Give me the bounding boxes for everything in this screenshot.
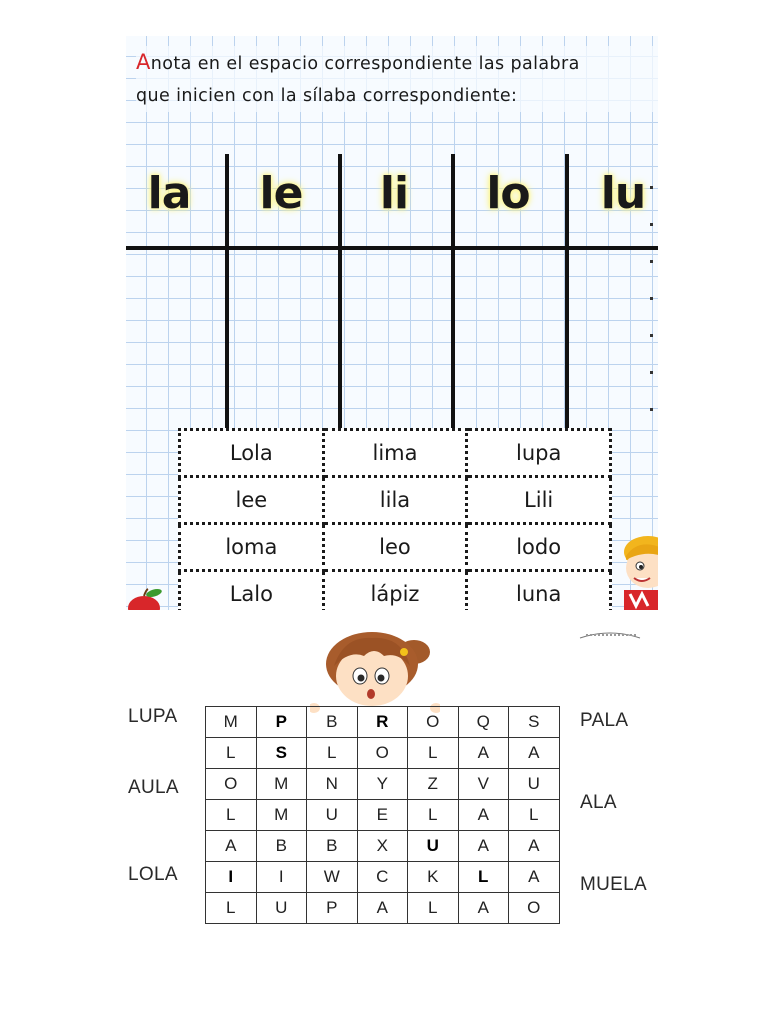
grid-cell[interactable]: U xyxy=(408,831,459,862)
grid-cell[interactable]: S xyxy=(256,738,307,769)
word-bank-cell: Lalo xyxy=(180,571,324,611)
syllable-le: le xyxy=(259,168,303,219)
apple-decoration xyxy=(126,588,168,610)
grid-row xyxy=(206,769,560,800)
word-list-right-item: MUELA xyxy=(580,874,647,895)
logo-fragment xyxy=(578,628,642,640)
grid-cell[interactable]: C xyxy=(357,862,408,893)
syllable-la: la xyxy=(147,168,191,219)
grid-cell[interactable]: L xyxy=(307,738,358,769)
grid-cell[interactable]: R xyxy=(357,707,408,738)
word-list-left-item: LUPA xyxy=(128,706,178,727)
grid-cell[interactable]: L xyxy=(458,862,509,893)
syllable-header-row xyxy=(126,154,658,246)
grid-cell[interactable]: O xyxy=(408,707,459,738)
header-divider xyxy=(126,246,658,250)
word-list-right-item: ALA xyxy=(580,792,617,813)
grid-cell[interactable]: L xyxy=(408,738,459,769)
grid-cell[interactable]: V xyxy=(458,769,509,800)
word-bank-cell: leo xyxy=(323,524,467,571)
column-divider xyxy=(338,154,342,442)
word-bank-cell: loma xyxy=(180,524,324,571)
grid-cell[interactable]: O xyxy=(509,893,560,924)
grid-cell[interactable]: L xyxy=(206,738,257,769)
grid-cell[interactable]: Y xyxy=(357,769,408,800)
syllable-worksheet xyxy=(126,36,658,610)
grid-cell[interactable]: O xyxy=(206,769,257,800)
grid-cell[interactable]: A xyxy=(458,831,509,862)
word-bank-cell: lupa xyxy=(467,430,611,477)
grid-row xyxy=(206,707,560,738)
word-bank-cell: lodo xyxy=(467,524,611,571)
grid-cell[interactable]: B xyxy=(256,831,307,862)
grid-cell[interactable]: Z xyxy=(408,769,459,800)
grid-row xyxy=(206,831,560,862)
grid-cell[interactable]: A xyxy=(206,831,257,862)
grid-cell[interactable]: U xyxy=(256,893,307,924)
word-bank-cell: luna xyxy=(467,571,611,611)
grid-cell[interactable]: L xyxy=(206,800,257,831)
grid-cell[interactable]: O xyxy=(357,738,408,769)
word-list-right-item: PALA xyxy=(580,710,629,731)
grid-cell[interactable]: I xyxy=(206,862,257,893)
instruction-line-1: nota en el espacio correspondiente las palabra xyxy=(150,54,580,74)
word-bank-cell: Lola xyxy=(180,430,324,477)
grid-cell[interactable]: M xyxy=(206,707,257,738)
grid-cell[interactable]: N xyxy=(307,769,358,800)
grid-cell[interactable]: P xyxy=(307,893,358,924)
grid-cell[interactable]: L xyxy=(408,893,459,924)
column-divider xyxy=(565,154,569,442)
grid-cell[interactable]: L xyxy=(509,800,560,831)
grid-cell[interactable]: B xyxy=(307,831,358,862)
logo-arc-icon xyxy=(578,630,642,640)
grid-cell[interactable]: U xyxy=(509,769,560,800)
grid-cell[interactable]: S xyxy=(509,707,560,738)
instruction-initial: A xyxy=(136,50,151,74)
grid-cell[interactable]: W xyxy=(307,862,358,893)
word-bank-cell: Lili xyxy=(467,477,611,524)
grid-cell[interactable]: E xyxy=(357,800,408,831)
grid-row xyxy=(206,893,560,924)
grid-cell[interactable]: M xyxy=(256,769,307,800)
grid-cell[interactable]: I xyxy=(256,862,307,893)
syllable-li: li xyxy=(379,168,409,219)
syllable-lu: lu xyxy=(600,168,646,219)
boy-illustration xyxy=(618,534,658,610)
edge-marks xyxy=(650,186,656,445)
grid-cell[interactable]: A xyxy=(509,738,560,769)
grid-cell[interactable]: A xyxy=(458,738,509,769)
instruction-line-2: que inicien con la sílaba correspondiente: xyxy=(136,86,518,106)
grid-row xyxy=(206,862,560,893)
word-search-grid xyxy=(205,706,560,924)
column-divider xyxy=(225,154,229,442)
word-bank-cell: lápiz xyxy=(323,571,467,611)
grid-cell[interactable]: L xyxy=(206,893,257,924)
grid-cell[interactable]: A xyxy=(458,893,509,924)
grid-cell[interactable]: P xyxy=(256,707,307,738)
word-bank-cell: lila xyxy=(323,477,467,524)
grid-cell[interactable]: X xyxy=(357,831,408,862)
grid-cell[interactable]: A xyxy=(509,831,560,862)
girl-illustration xyxy=(310,630,440,714)
grid-cell[interactable]: B xyxy=(307,707,358,738)
grid-cell[interactable]: A xyxy=(357,893,408,924)
grid-cell[interactable]: L xyxy=(408,800,459,831)
grid-cell[interactable]: Q xyxy=(458,707,509,738)
grid-cell[interactable]: U xyxy=(307,800,358,831)
grid-cell[interactable]: A xyxy=(509,862,560,893)
grid-row xyxy=(206,800,560,831)
grid-cell[interactable]: A xyxy=(458,800,509,831)
apple-icon xyxy=(126,588,168,610)
grid-cell[interactable]: M xyxy=(256,800,307,831)
word-bank-cell: lee xyxy=(180,477,324,524)
word-list-left-item: LOLA xyxy=(128,864,178,885)
boy-icon xyxy=(618,534,658,610)
instruction-text xyxy=(136,46,658,112)
word-bank-cell: lima xyxy=(323,430,467,477)
word-bank-table xyxy=(178,428,612,610)
grid-row xyxy=(206,738,560,769)
word-list-left-item: AULA xyxy=(128,777,179,798)
grid-cell[interactable]: K xyxy=(408,862,459,893)
syllable-lo: lo xyxy=(486,168,530,219)
girl-icon xyxy=(310,630,440,714)
column-divider xyxy=(451,154,455,442)
